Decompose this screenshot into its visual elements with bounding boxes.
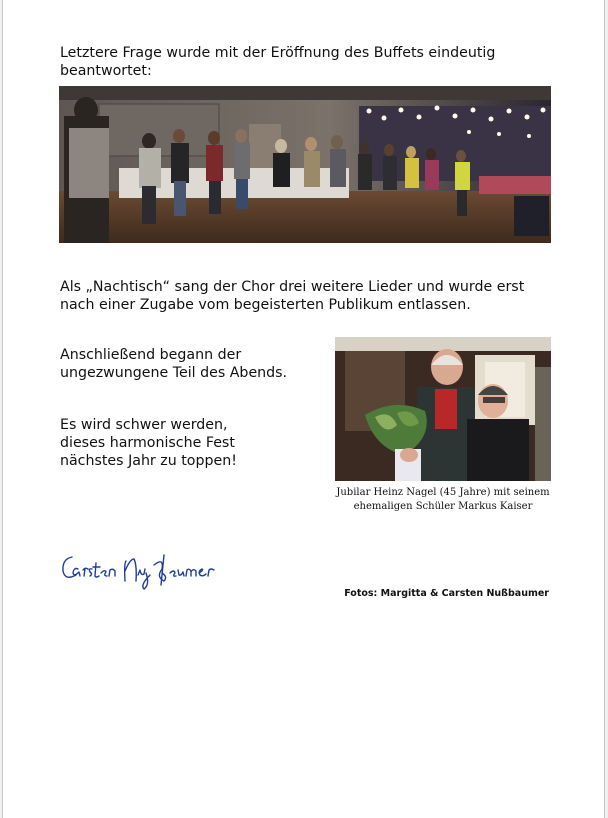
afterwards-paragraph: Anschließend begann der ungezwungene Teil des Abends.	[60, 347, 288, 381]
photo-credits: Fotos: Margitta & Carsten Nußbaumer	[344, 588, 549, 599]
dessert-paragraph: Als „Nachtisch“ sang der Chor drei weitere Lieder und wurde erst nach einer Zugabe vom begeisterten Publikum entlassen.	[60, 279, 525, 313]
handwritten-signature	[58, 545, 233, 593]
closing-paragraph: Es wird schwer werden, dieses harmonische Fest nächstes Jahr zu toppen!	[60, 417, 237, 469]
jubilar-photo	[335, 337, 551, 481]
document-page	[2, 0, 605, 818]
photo-caption-line-1: Jubilar Heinz Nagel (45 Jahre) mit seinem	[336, 487, 550, 498]
buffet-photo	[59, 86, 551, 243]
intro-paragraph: Letztere Frage wurde mit der Eröffnung des Buffets eindeutig beantwortet:	[60, 45, 496, 79]
photo-caption-line-2: ehemaligen Schüler Markus Kaiser	[353, 501, 533, 512]
